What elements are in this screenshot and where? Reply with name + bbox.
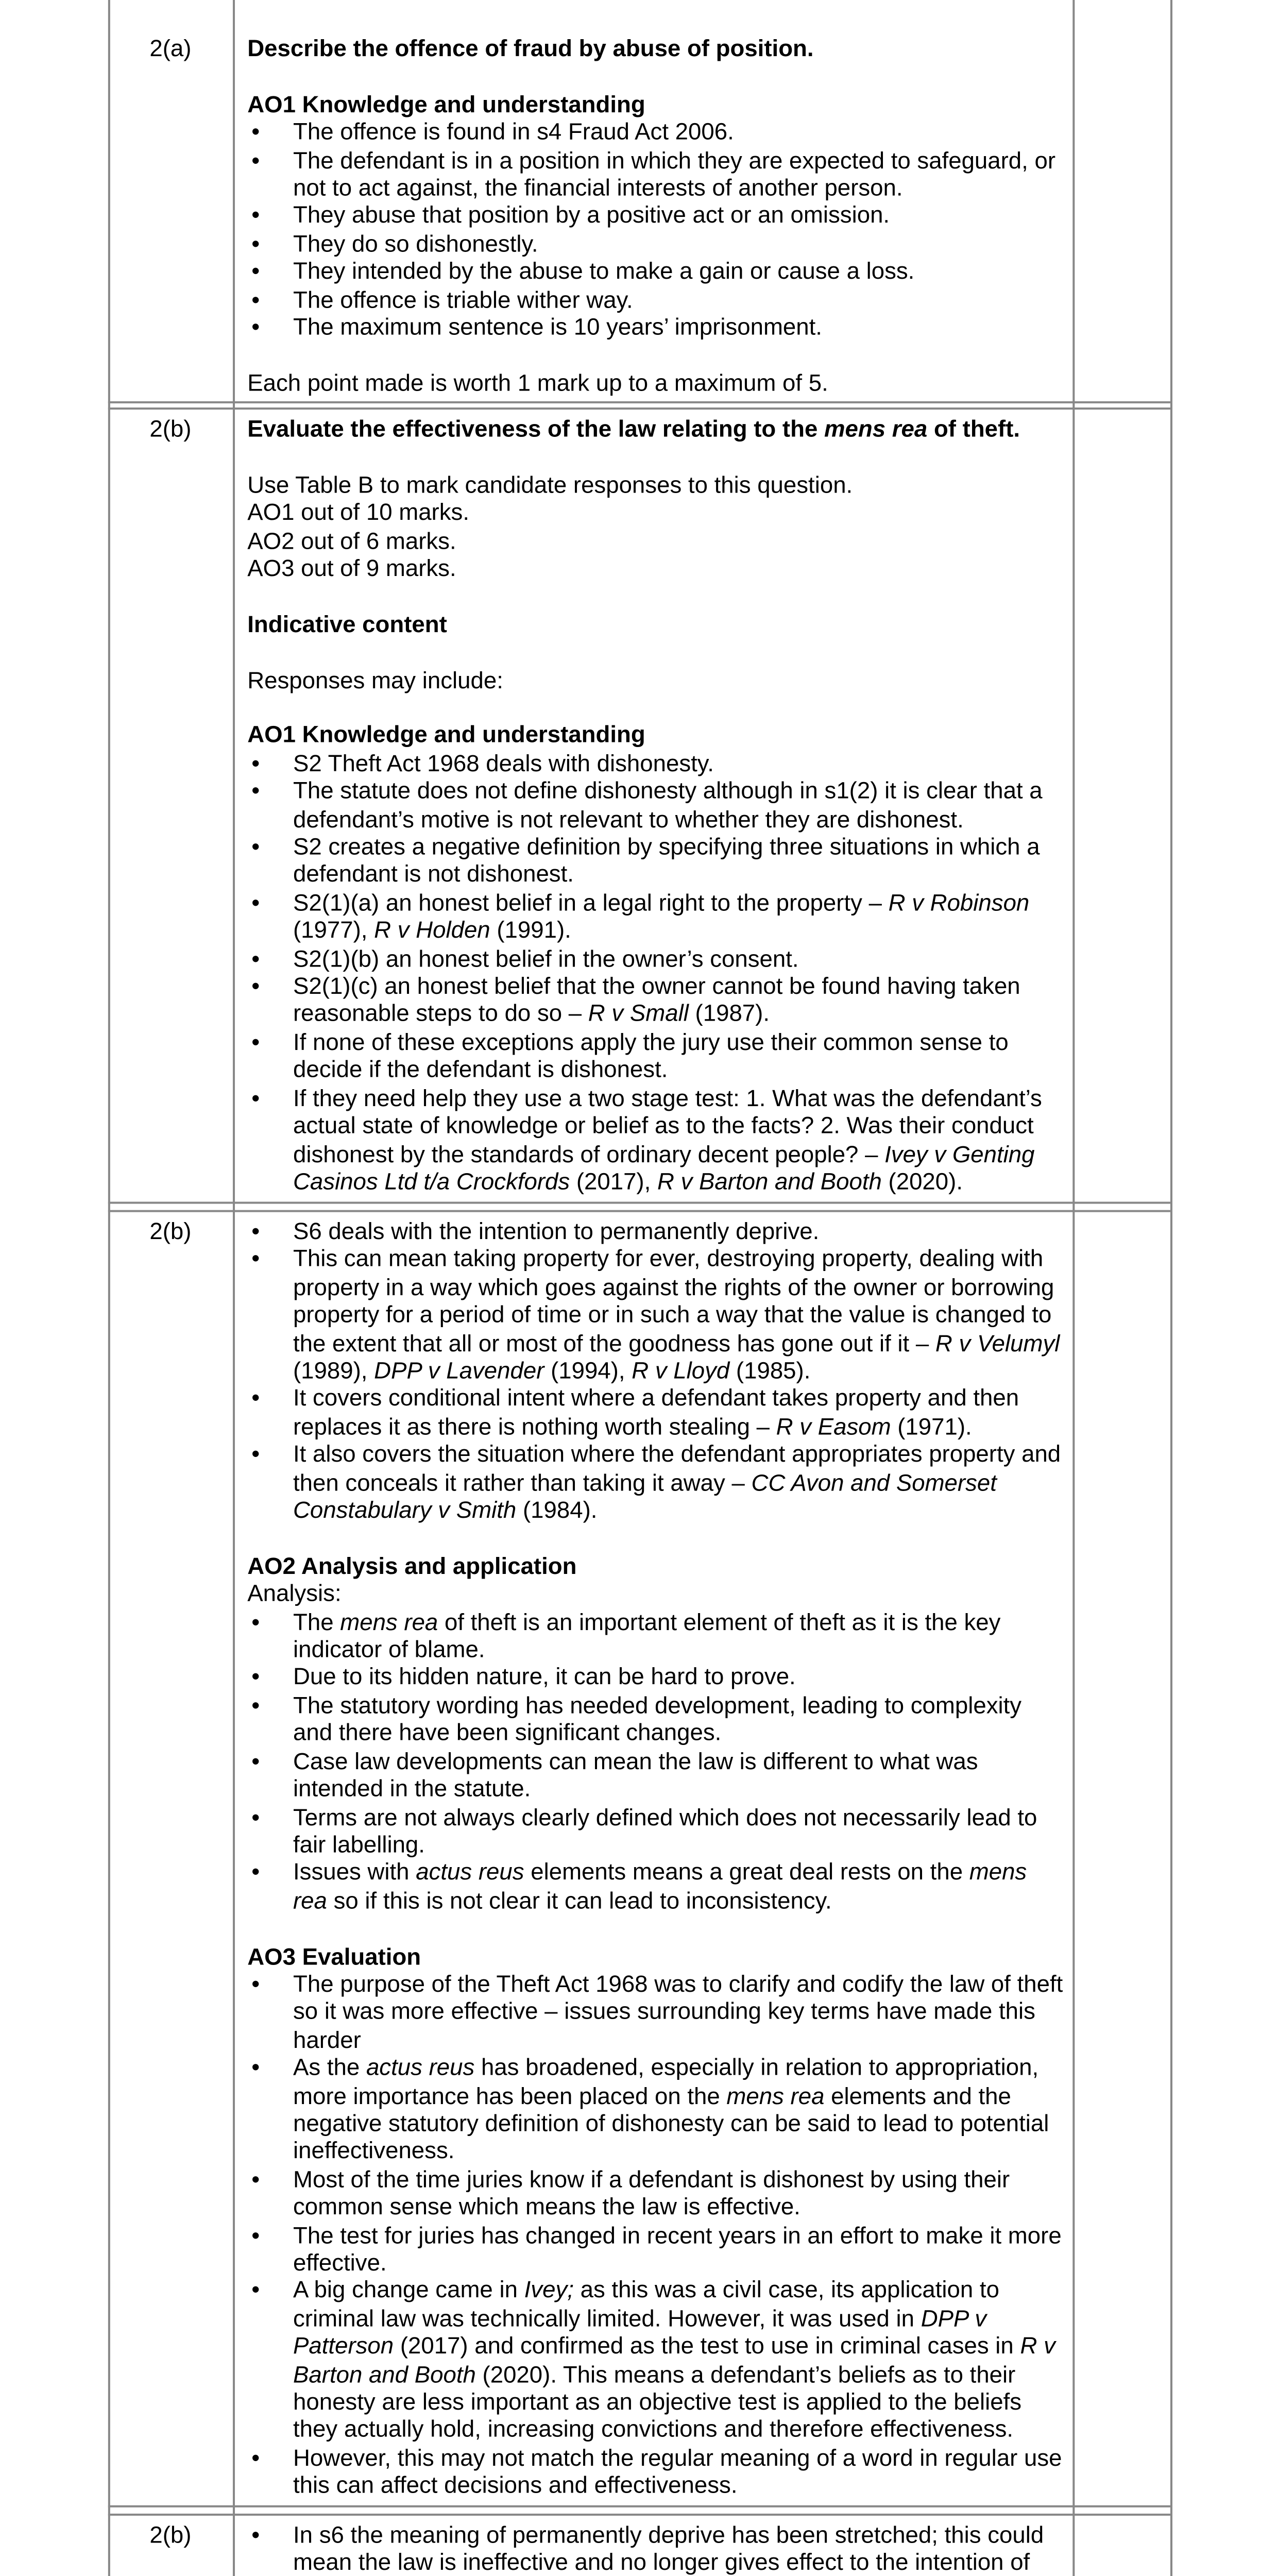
list-item: • A big change came in Ivey; as this was a civil case, its application to criminal law was technically limited. However, it was used in DPP v Patterson (2017) and confirmed as the test to use in criminal cases in R v Barton and Booth (2020). This means a defendant’s beliefs as to their honesty are less important as an objective test is applied to the beliefs they actually hold, increasing convictions and therefore effectiveness. xyxy=(247,2280,1064,2447)
question-text-part: of theft. xyxy=(927,418,1020,443)
responses-intro: Responses may include: xyxy=(247,668,503,694)
list-item: • The offence is triable wither way. xyxy=(247,288,1064,316)
ao3-bullet-list xyxy=(247,2524,1064,2576)
table-border-right xyxy=(1170,0,1172,2576)
answer-cell xyxy=(247,38,1064,400)
list-item: • They abuse that position by a positive act or an omission. xyxy=(247,205,1064,232)
ao1-bullet-list xyxy=(247,121,1064,344)
list-item: • The statute does not define dishonesty although in s1(2) it is clear that a defendant’s motive is not relevant to whether they are dishonest. xyxy=(247,780,1064,836)
row-separator xyxy=(108,1210,1170,1212)
answer-cell xyxy=(247,2524,1064,2576)
question-number: 2(b) xyxy=(149,418,192,443)
list-item: • S2 Theft Act 1968 deals with dishonesty. xyxy=(247,752,1064,780)
row-separator xyxy=(108,2505,1170,2507)
list-item: • It also covers the situation where the defendant appropriates property and then conceals it rather than taking it away – CC Avon and Somerset Constabulary v Smith (1984). xyxy=(247,1444,1064,1527)
ao1-heading: AO1 Knowledge and understanding xyxy=(247,93,645,118)
question-number: 2(b) xyxy=(149,1220,192,1246)
list-item: • It covers conditional intent where a defendant takes property and then replaces it as there is nothing worth stealing – R v Easom (1971). xyxy=(247,1387,1064,1443)
list-item: • Most of the time juries know if a defendant is dishonest by using their common sense which means the law is effective. xyxy=(247,2168,1064,2224)
list-item: • S6 deals with the intention to permanently deprive. xyxy=(247,1221,1064,1248)
ao2-subheading: Analysis: xyxy=(247,1583,342,1608)
list-item: • S2 creates a negative definition by specifying three situations in which a defendant is not dishonest. xyxy=(247,836,1064,891)
instruction-line: AO1 out of 10 marks. xyxy=(247,501,470,527)
list-item: • As the actus reus has broadened, especially in relation to appropriation, more importance has been placed on the mens rea elements and the negative statutory definition of dishonesty can be said to lead to potential ineffectiveness. xyxy=(247,2057,1064,2168)
question-text-italic: mens rea xyxy=(824,418,928,443)
row-separator xyxy=(108,408,1170,410)
list-item: • The offence is found in s4 Fraud Act 2006. xyxy=(247,121,1064,149)
question-number: 2(a) xyxy=(149,37,192,63)
table-divider-marks xyxy=(1072,0,1075,2576)
question-number: 2(b) xyxy=(149,2524,192,2549)
ao3-bullet-list xyxy=(247,1973,1064,2502)
list-item: • They intended by the abuse to make a gain or cause a loss. xyxy=(247,260,1064,288)
marking-note: Each point made is worth 1 mark up to a maximum of 5. xyxy=(247,371,828,397)
table-divider-qnum xyxy=(233,0,235,2576)
list-item: • Terms are not always clearly defined which does not necessarily lead to fair labelling. xyxy=(247,1806,1064,1861)
list-item: • If they need help they use a two stage test: 1. What was the defendant’s actual state of knowledge or belief as to the facts? 2. Was their conduct dishonest by the standards of ordinary decent people? – Ivey v Genting Casinos Ltd t/a Crockfords (2017), R v Barton and Booth (2020). xyxy=(247,1087,1064,1198)
ao1-bullet-list xyxy=(247,1221,1064,1527)
list-item: • S2(1)(b) an honest belief in the owner’s consent. xyxy=(247,947,1064,975)
list-item: • The mens rea of theft is an important element of theft as it is the key indicator of blame. xyxy=(247,1611,1064,1666)
list-item: • S2(1)(a) an honest belief in a legal right to the property – R v Robinson (1977), R v Holden (1991). xyxy=(247,892,1064,947)
ao3-heading: AO3 Evaluation xyxy=(247,1945,421,1970)
instruction-line: Use Table B to mark candidate responses to this question. xyxy=(247,473,853,499)
indicative-heading: Indicative content xyxy=(247,613,447,638)
instruction-line: AO2 out of 6 marks. xyxy=(247,529,456,554)
question-text xyxy=(247,418,1064,446)
list-item: • They do so dishonestly. xyxy=(247,232,1064,260)
list-item: • The purpose of the Theft Act 1968 was to clarify and codify the law of theft so it was more effective – issues surrounding key terms have made this harder xyxy=(247,1973,1064,2056)
answer-cell xyxy=(247,1221,1064,2503)
list-item: • In s6 the meaning of permanently deprive has been stretched; this could mean the law is ineffective and no longer gives effect to the intention of xyxy=(247,2524,1064,2576)
list-item: • The test for juries has changed in recent years in an effort to make it more effective. xyxy=(247,2224,1064,2279)
question-text: Describe the offence of fraud by abuse of position. xyxy=(247,37,814,63)
question-text-part: Evaluate the effectiveness of the law relating to the xyxy=(247,418,825,443)
list-item: • However, this may not match the regular meaning of a word in regular use this can affect decisions and effectiveness. xyxy=(247,2447,1064,2502)
table-border-left xyxy=(108,0,110,2576)
list-item: • This can mean taking property for ever, destroying property, dealing with property in a way which goes against the rights of the owner or borrowing property for a period of time or in such a way that the value is changed to the extent that all or most of the goodness has gone out if it – R v Velumyl (1989), DPP v Lavender (1994), R v Lloyd (1985). xyxy=(247,1248,1064,1388)
list-item: • S2(1)(c) an honest belief that the owner cannot be found having taken reasonable steps to do so – R v Small (1987). xyxy=(247,975,1064,1031)
ao1-heading: AO1 Knowledge and understanding xyxy=(247,724,645,750)
ao2-heading: AO2 Analysis and application xyxy=(247,1554,577,1580)
instruction-line: AO3 out of 9 marks. xyxy=(247,557,456,583)
list-item: • If none of these exceptions apply the jury use their common sense to decide if the defendant is dishonest. xyxy=(247,1031,1064,1087)
row-separator xyxy=(108,1202,1170,1204)
row-separator xyxy=(108,2514,1170,2516)
list-item: • Issues with actus reus elements means a great deal rests on the mens rea so if this is not clear it can lead to inconsistency. xyxy=(247,1861,1064,1917)
answer-cell xyxy=(247,418,1064,1198)
list-item: • The statutory wording has needed development, leading to complexity and there have been significant changes. xyxy=(247,1694,1064,1750)
ao2-bullet-list xyxy=(247,1611,1064,1917)
row-separator xyxy=(108,401,1170,403)
list-item: • The maximum sentence is 10 years’ imprisonment. xyxy=(247,316,1064,344)
list-item: • The defendant is in a position in which they are expected to safeguard, or not to act against, the financial interests of another person. xyxy=(247,149,1064,205)
list-item: • Due to its hidden nature, it can be hard to prove. xyxy=(247,1666,1064,1694)
ao1-bullet-list xyxy=(247,752,1064,1198)
list-item: • Case law developments can mean the law is different to what was intended in the statute. xyxy=(247,1750,1064,1806)
